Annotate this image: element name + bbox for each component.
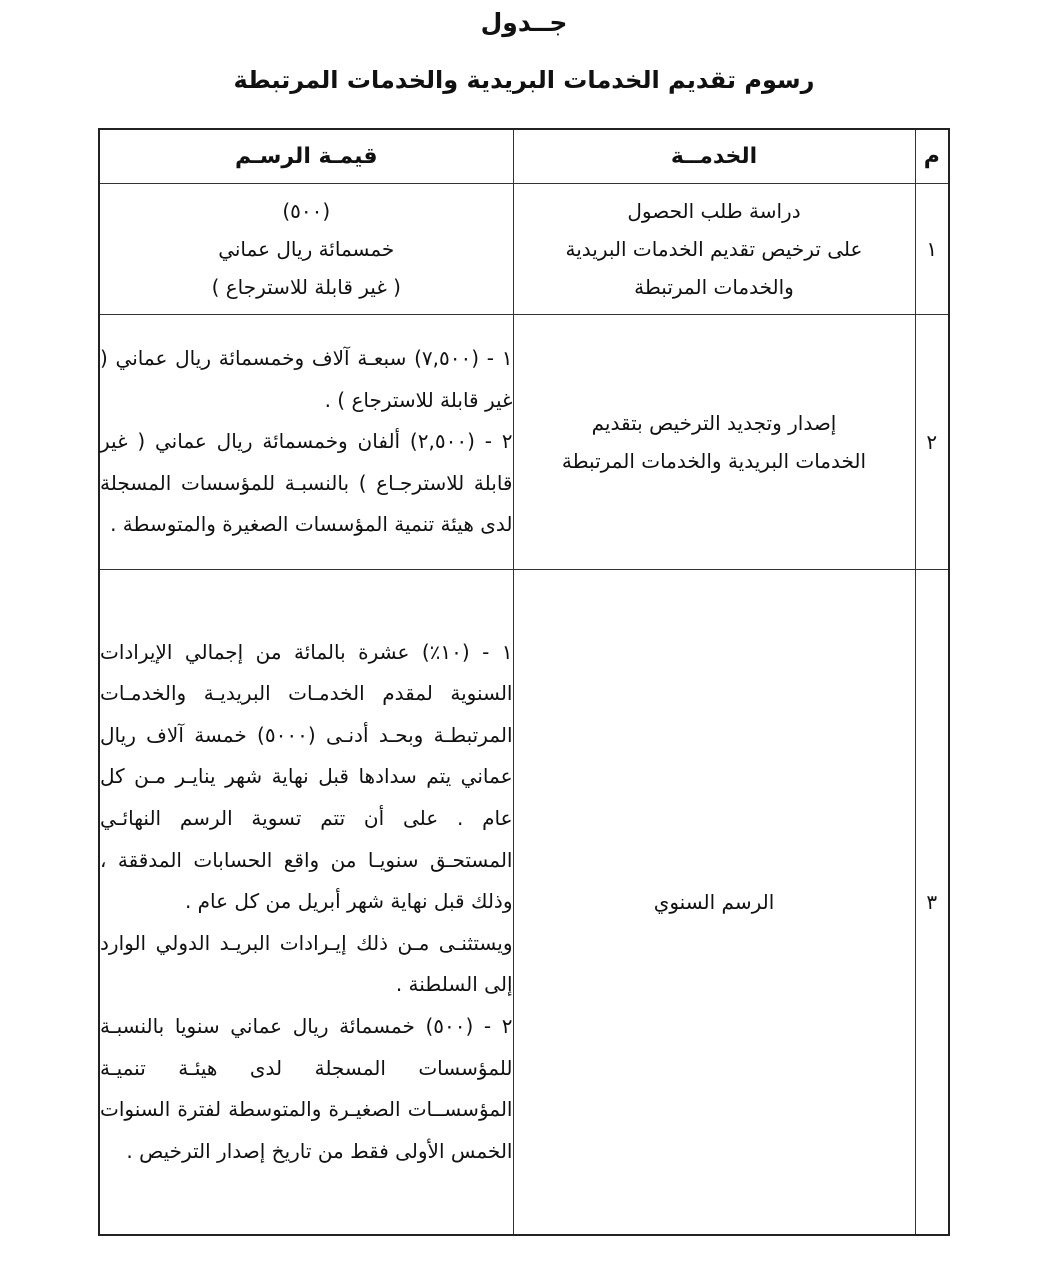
table-row [99, 570, 949, 1236]
row-number: ١ [915, 184, 949, 315]
fee-cell [99, 570, 513, 1236]
fee-item: ١ - (١٠٪) عشرة بالمائة من إجمالي الإيرادات السنوية لمقدم الخدمـات البريديـة والخدمـات المرتبطـة وبحـد أدنـى (٥٠٠٠) خمسة آلاف ريال عماني يتم سدادها قبل نهاية شهر ينايـر مـن كل عام . على أن تتم تسوية الرسم النهائـي المستحـق سنويـا من واقع الحسابات المدققة ، وذلك قبل نهاية شهر أبريل من كل عام . [100, 639, 513, 914]
fee-item: ٢ - (٥٠٠) خمسمائة ريال عماني سنويا بالنسبـة للمؤسسات المسجلة لدى هيئـة تنميـة المؤسســات الصغيـرة والمتوسطة لفترة السنوات الخمس الأولى فقط من تاريخ إصدار الترخيص . [100, 1013, 513, 1163]
service-cell [513, 315, 915, 570]
fee-item: ويستثنـى مـن ذلك إيـرادات البريـد الدولي الوارد إلى السلطنة . [100, 930, 513, 997]
table-row [99, 184, 949, 315]
fees-table [98, 128, 950, 1236]
header-fee: قيمـة الرسـم [99, 129, 513, 184]
table-row [99, 315, 949, 570]
service-line: على ترخيص تقديم الخدمات البريدية [565, 237, 863, 261]
fee-item: ١ - (٧,٥٠٠) سبعـة آلاف وخمسمائة ريال عماني ( غير قابلة للاسترجاع ) . [100, 346, 513, 412]
service-cell [513, 184, 915, 315]
fee-item: ٢ - (٢,٥٠٠) ألفان وخمسمائة ريال عماني ( غير قابلة للاسترجـاع ) بالنسبـة للمؤسسات المسجلة لدى هيئة تنمية المؤسسات الصغيرة والمتوسطة . [100, 429, 513, 537]
row-number: ٣ [915, 570, 949, 1236]
table-header-row [99, 129, 949, 184]
fee-line: ( غير قابلة للاسترجاع ) [211, 275, 401, 299]
row-number: ٢ [915, 315, 949, 570]
service-line: الرسم السنوي [653, 890, 775, 914]
service-line: الخدمات البريدية والخدمات المرتبطة [561, 449, 867, 473]
service-line: والخدمات المرتبطة [634, 275, 794, 299]
page-subtitle: رسوم تقديم الخدمات البريدية والخدمات المرتبطة [233, 66, 815, 94]
fee-line: (٥٠٠) [282, 199, 331, 223]
service-line: دراسة طلب الحصول [627, 199, 801, 223]
header-number: م [915, 129, 949, 184]
service-cell [513, 570, 915, 1236]
fee-cell [99, 315, 513, 570]
fee-cell [99, 184, 513, 315]
header-service: الخدمــة [513, 129, 915, 184]
service-line: إصدار وتجديد الترخيص بتقديم [591, 411, 837, 435]
fee-line: خمسمائة ريال عماني [218, 237, 395, 261]
page-title: جــدول [480, 8, 568, 37]
